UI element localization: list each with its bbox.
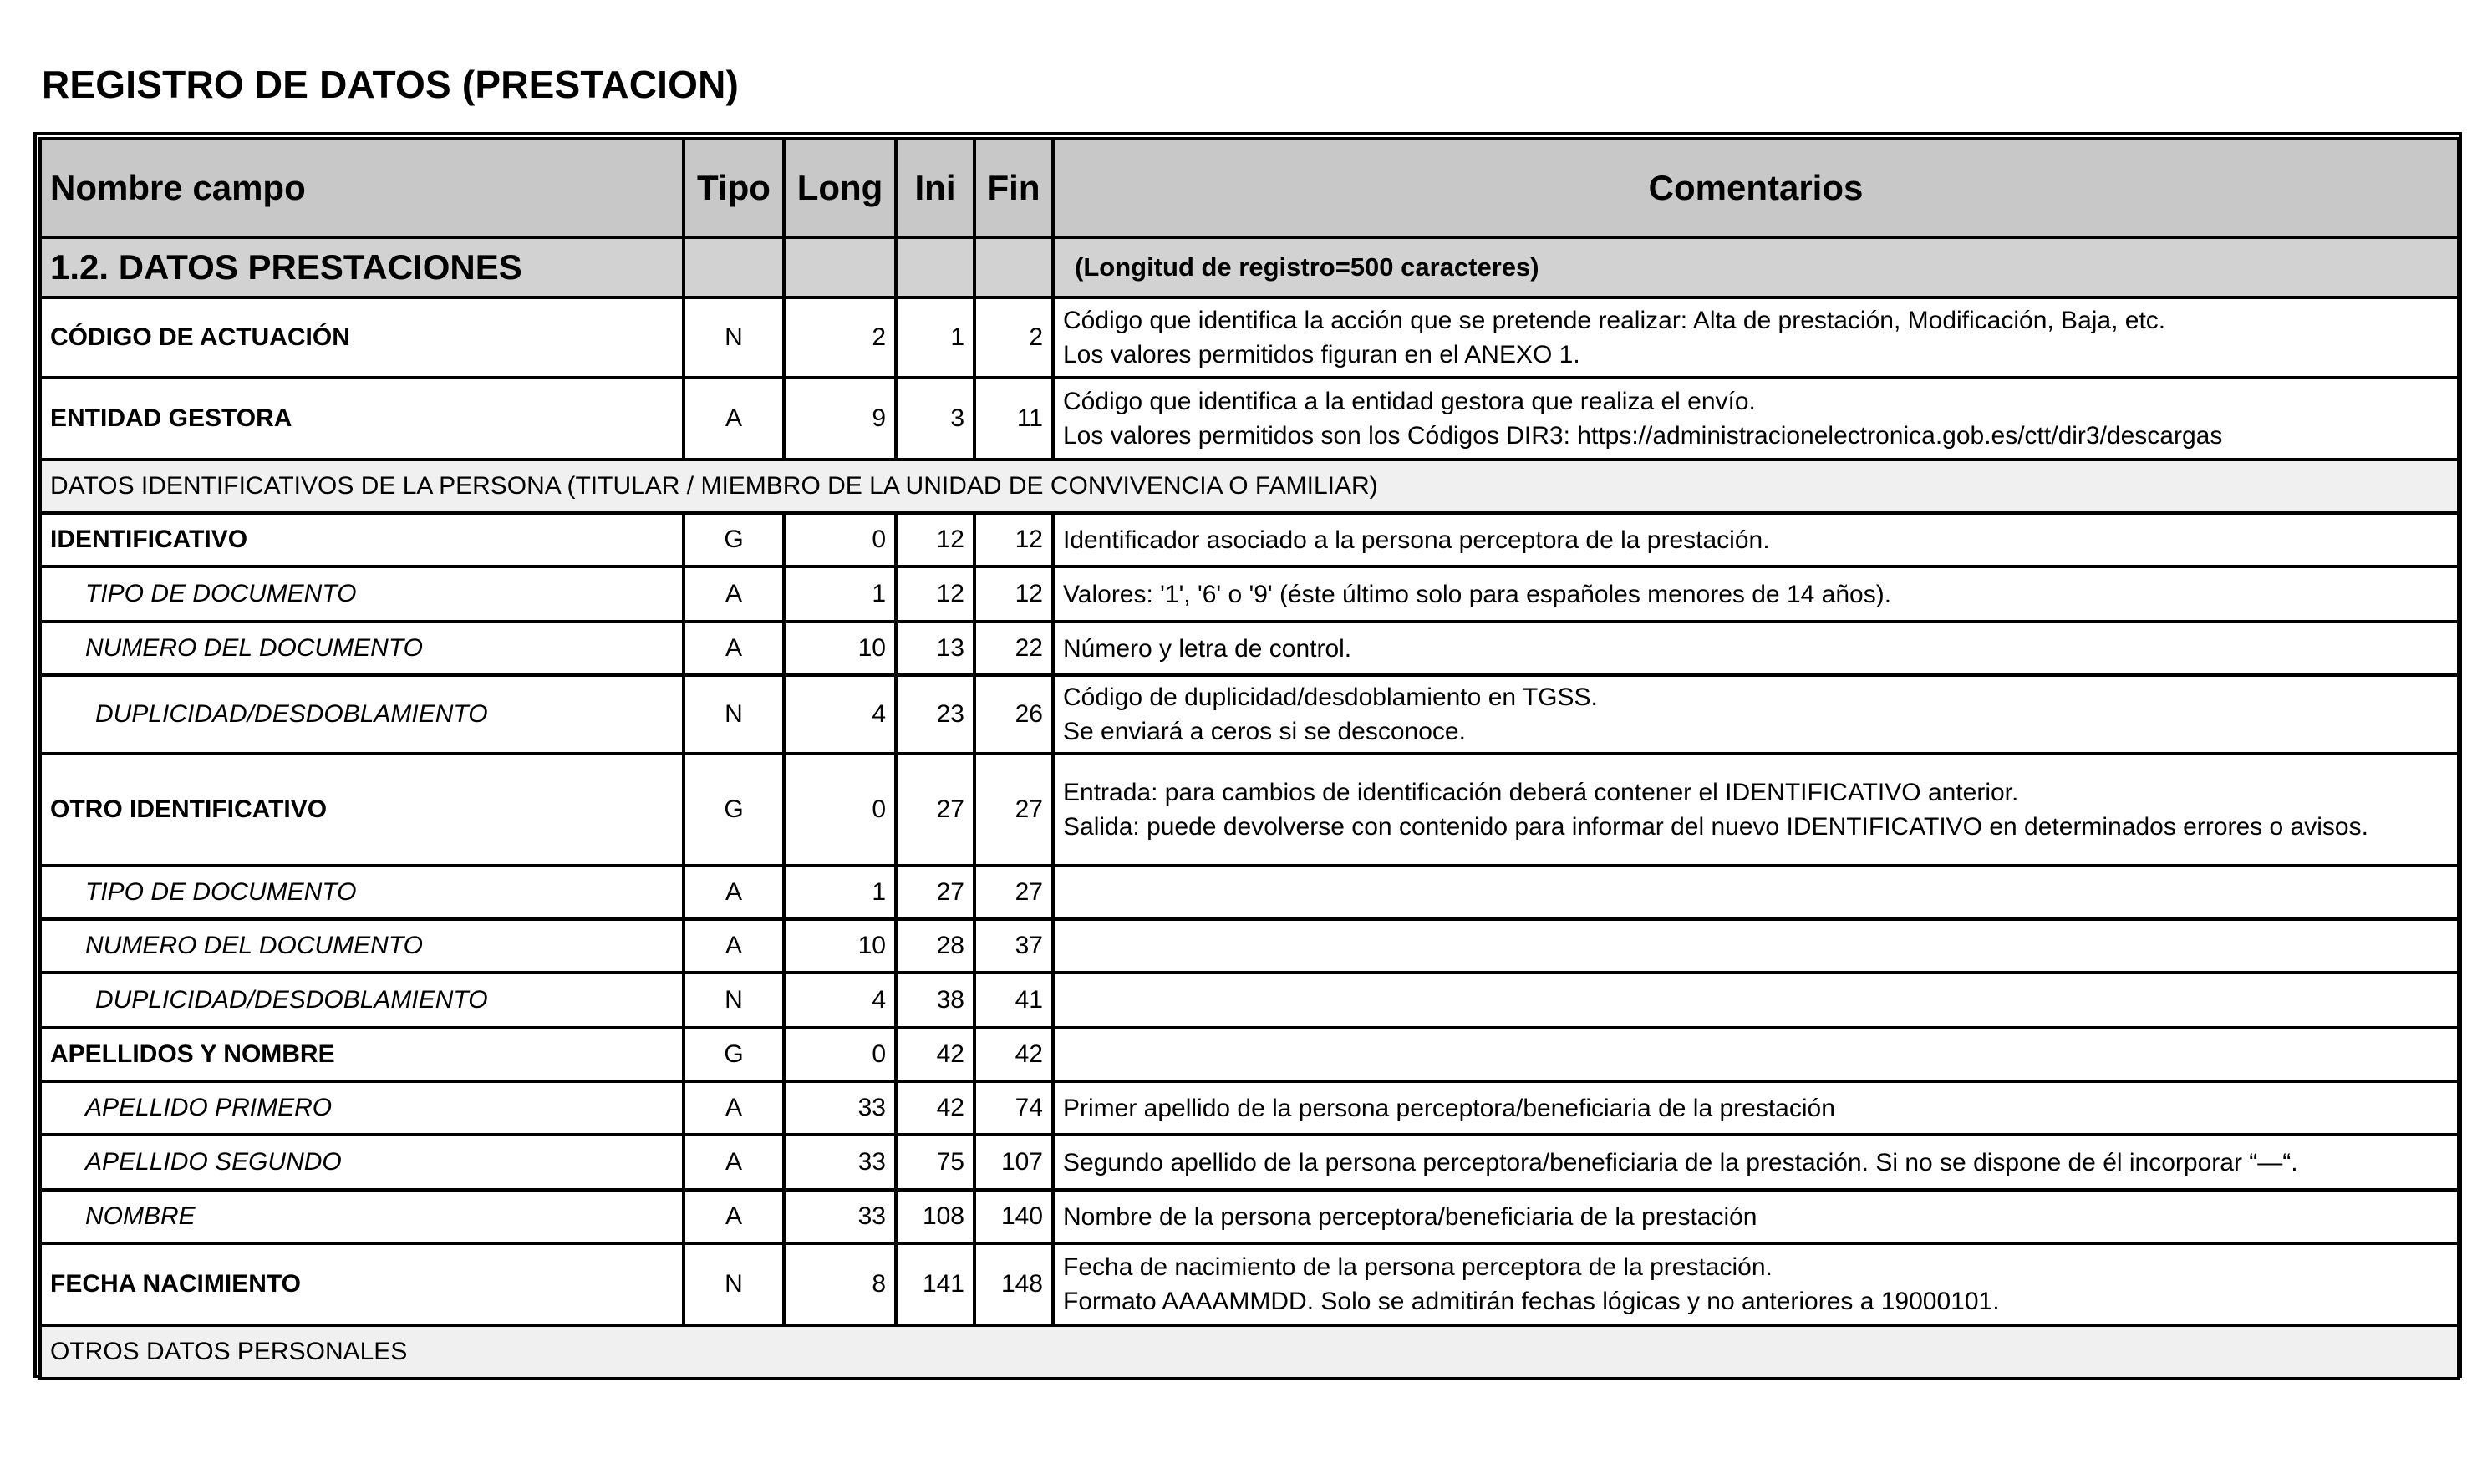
field-tipo: A: [684, 1190, 784, 1243]
field-tipo: A: [684, 1135, 784, 1190]
comment-line: Valores: '1', '6' o '9' (éste último solo para españoles menores de 14 años).: [1063, 580, 1892, 608]
table-row: [40, 513, 2459, 567]
table-row: [40, 1135, 2459, 1190]
table-row: [40, 1081, 2459, 1135]
field-long: 8: [784, 1243, 896, 1325]
field-name: CÓDIGO DE ACTUACIÓN: [40, 297, 684, 378]
comment-line: Código de duplicidad/desdoblamiento en TGSS.: [1063, 684, 1598, 711]
field-ini: 38: [896, 973, 974, 1028]
field-long: 33: [784, 1135, 896, 1190]
field-name: NOMBRE: [40, 1190, 684, 1243]
field-long: 2: [784, 297, 896, 378]
comment-line: Número y letra de control.: [1063, 634, 1352, 663]
section-blank-cell: [896, 237, 974, 297]
field-fin: 27: [974, 866, 1053, 919]
field-ini: 42: [896, 1081, 974, 1135]
field-comment: [1053, 513, 2459, 567]
comment-line: Formato AAAAMMDD. Solo se admitirán fechas lógicas y no anteriores a 19000101.: [1063, 1288, 2000, 1315]
comment-line: Segundo apellido de la persona perceptora/beneficiaria de la prestación. Si no se dispone de él incorporar “—“.: [1063, 1148, 2298, 1177]
field-comment: [1053, 754, 2459, 866]
section-title: 1.2. DATOS PRESTACIONES: [40, 237, 684, 297]
field-long: 33: [784, 1081, 896, 1135]
field-fin: 74: [974, 1081, 1053, 1135]
comment-line: Código que identifica a la entidad gestora que realiza el envío.: [1063, 388, 1756, 415]
field-comment: [1053, 1190, 2459, 1243]
field-ini: 13: [896, 622, 974, 675]
field-long: 0: [784, 754, 896, 866]
field-long: 9: [784, 378, 896, 460]
field-ini: 108: [896, 1190, 974, 1243]
comment-line: Los valores permitidos figuran en el ANEXO 1.: [1063, 341, 1580, 368]
field-name: FECHA NACIMIENTO: [40, 1243, 684, 1325]
section-note: (Longitud de registro=500 caracteres): [1053, 237, 2459, 297]
subheader-row: [40, 460, 2459, 513]
field-name: DUPLICIDAD/DESDOBLAMIENTO: [40, 973, 684, 1028]
field-ini: 27: [896, 866, 974, 919]
field-ini: 12: [896, 513, 974, 567]
field-ini: 1: [896, 297, 974, 378]
field-comment: [1053, 919, 2459, 973]
field-comment: [1053, 1243, 2459, 1325]
table-row: [40, 378, 2459, 460]
field-ini: 23: [896, 675, 974, 754]
field-name: IDENTIFICATIVO: [40, 513, 684, 567]
field-fin: 12: [974, 513, 1053, 567]
field-ini: 42: [896, 1028, 974, 1081]
field-name: APELLIDO SEGUNDO: [40, 1135, 684, 1190]
table-row: [40, 1243, 2459, 1325]
field-ini: 12: [896, 567, 974, 622]
field-tipo: N: [684, 297, 784, 378]
subheader-row: [40, 1325, 2459, 1379]
field-ini: 28: [896, 919, 974, 973]
section-blank-cell: [784, 237, 896, 297]
page-title: REGISTRO DE DATOS (PRESTACION): [42, 63, 740, 106]
field-long: 1: [784, 567, 896, 622]
subheader-otros-datos-personales: OTROS DATOS PERSONALES: [40, 1325, 2459, 1379]
field-tipo: A: [684, 567, 784, 622]
field-tipo: A: [684, 919, 784, 973]
table-row: [40, 297, 2459, 378]
comment-line: Nombre de la persona perceptora/beneficiaria de la prestación: [1063, 1202, 1757, 1231]
field-fin: 140: [974, 1190, 1053, 1243]
field-comment: [1053, 378, 2459, 460]
field-tipo: A: [684, 1081, 784, 1135]
header-long: Long: [784, 139, 896, 237]
field-fin: 11: [974, 378, 1053, 460]
field-name: TIPO DE DOCUMENTO: [40, 567, 684, 622]
comment-line: Salida: puede devolverse con contenido para informar del nuevo IDENTIFICATIVO en determinados errores o avisos.: [1063, 813, 2368, 841]
header-tipo: Tipo: [684, 139, 784, 237]
field-fin: 2: [974, 297, 1053, 378]
field-name: ENTIDAD GESTORA: [40, 378, 684, 460]
section-blank-cell: [684, 237, 784, 297]
comment-line: Los valores permitidos son los Códigos DIR3: https://administracionelectronica.gob.es/ctt/dir3/descargas: [1063, 422, 2223, 450]
field-fin: 148: [974, 1243, 1053, 1325]
field-fin: 37: [974, 919, 1053, 973]
field-ini: 27: [896, 754, 974, 866]
field-fin: 26: [974, 675, 1053, 754]
field-fin: 12: [974, 567, 1053, 622]
field-name: OTRO IDENTIFICATIVO: [40, 754, 684, 866]
field-long: 4: [784, 675, 896, 754]
table-row: [40, 973, 2459, 1028]
table-row: [40, 919, 2459, 973]
field-comment: [1053, 866, 2459, 919]
table-row: [40, 1190, 2459, 1243]
field-long: 33: [784, 1190, 896, 1243]
field-long: 0: [784, 513, 896, 567]
field-fin: 42: [974, 1028, 1053, 1081]
field-fin: 41: [974, 973, 1053, 1028]
section-row: [40, 237, 2459, 297]
field-name: NUMERO DEL DOCUMENTO: [40, 919, 684, 973]
header-row: [40, 139, 2459, 237]
field-tipo: A: [684, 622, 784, 675]
header-nombre-campo: Nombre campo: [40, 139, 684, 237]
field-comment: [1053, 1081, 2459, 1135]
field-fin: 27: [974, 754, 1053, 866]
field-long: 10: [784, 622, 896, 675]
section-blank-cell: [974, 237, 1053, 297]
field-spec-table: [38, 137, 2460, 1380]
field-name: APELLIDO PRIMERO: [40, 1081, 684, 1135]
field-comment: [1053, 297, 2459, 378]
comment-line: Primer apellido de la persona perceptora/beneficiaria de la prestación: [1063, 1094, 1835, 1122]
field-name: TIPO DE DOCUMENTO: [40, 866, 684, 919]
field-long: 0: [784, 1028, 896, 1081]
field-comment: [1053, 622, 2459, 675]
field-tipo: G: [684, 754, 784, 866]
header-ini: Ini: [896, 139, 974, 237]
table-row: [40, 675, 2459, 754]
field-tipo: G: [684, 1028, 784, 1081]
field-long: 4: [784, 973, 896, 1028]
field-comment: [1053, 1135, 2459, 1190]
table-row: [40, 866, 2459, 919]
field-ini: 75: [896, 1135, 974, 1190]
header-comentarios: Comentarios: [1053, 139, 2459, 237]
comment-line: Código que identifica la acción que se pretende realizar: Alta de prestación, Modificación, Baja, etc.: [1063, 307, 2166, 334]
comment-line: Entrada: para cambios de identificación deberá contener el IDENTIFICATIVO anterior.: [1063, 779, 2019, 806]
comment-line: Identificador asociado a la persona perceptora de la prestación.: [1063, 526, 1770, 554]
field-comment: [1053, 973, 2459, 1028]
field-long: 1: [784, 866, 896, 919]
field-fin: 22: [974, 622, 1053, 675]
field-name: DUPLICIDAD/DESDOBLAMIENTO: [40, 675, 684, 754]
field-tipo: A: [684, 866, 784, 919]
field-comment: [1053, 1028, 2459, 1081]
table-row: [40, 567, 2459, 622]
table-row: [40, 754, 2459, 866]
field-name: APELLIDOS Y NOMBRE: [40, 1028, 684, 1081]
field-fin: 107: [974, 1135, 1053, 1190]
subheader-datos-identificativos: DATOS IDENTIFICATIVOS DE LA PERSONA (TITULAR / MIEMBRO DE LA UNIDAD DE CONVIVENCIA O FAMILIAR): [40, 460, 2459, 513]
field-long: 10: [784, 919, 896, 973]
field-tipo: A: [684, 378, 784, 460]
field-comment: [1053, 675, 2459, 754]
field-tipo: N: [684, 675, 784, 754]
comment-line: Fecha de nacimiento de la persona perceptora de la prestación.: [1063, 1253, 1773, 1281]
field-name: NUMERO DEL DOCUMENTO: [40, 622, 684, 675]
comment-line: Se enviará a ceros si se desconoce.: [1063, 718, 1466, 745]
field-ini: 3: [896, 378, 974, 460]
field-comment: [1053, 567, 2459, 622]
field-ini: 141: [896, 1243, 974, 1325]
table-row: [40, 1028, 2459, 1081]
table-row: [40, 622, 2459, 675]
header-fin: Fin: [974, 139, 1053, 237]
field-tipo: N: [684, 1243, 784, 1325]
field-tipo: N: [684, 973, 784, 1028]
field-tipo: G: [684, 513, 784, 567]
